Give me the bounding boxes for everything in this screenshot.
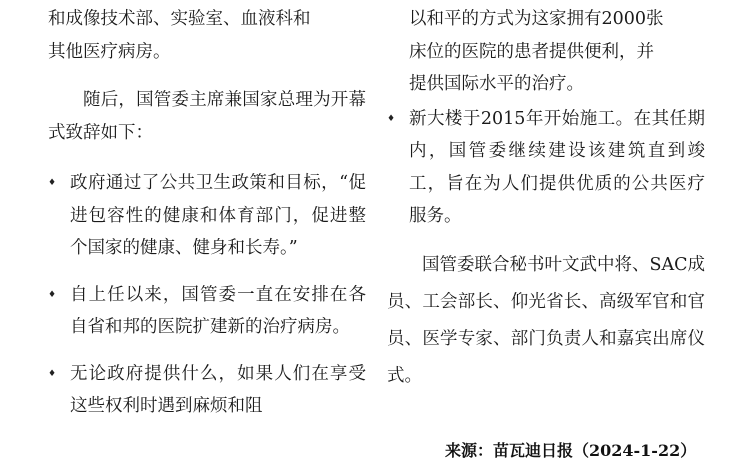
bullet-text: 政府通过了公共卫生政策和目标，“促进包容性的健康和体育部门，促进整个国家的健康、健身和长寿。” bbox=[70, 173, 366, 258]
paragraph-line: 其他医疗病房。 bbox=[48, 41, 171, 62]
bullet-text: 自上任以来，国管委一直在安排在各自省和邦的医院扩建新的治疗病房。 bbox=[70, 284, 366, 337]
bullet-text: 无论政府提供什么，如果人们在享受这些权利时遇到麻烦和阻 bbox=[70, 363, 366, 416]
right-column bbox=[387, 0, 705, 395]
bullet-icon: ♦ bbox=[48, 178, 57, 188]
bullet-icon: ♦ bbox=[48, 368, 57, 379]
left-column bbox=[48, 0, 366, 423]
bullet-item bbox=[387, 103, 705, 233]
bullet-text: 新大楼于2015年开始施工。在其任期内，国管委继续建设该建筑直到竣工，旨在为人们提供优质的公共医疗服务。 bbox=[409, 108, 705, 226]
continued-bullet bbox=[387, 3, 705, 101]
bullet-item bbox=[48, 279, 366, 344]
bullet-item bbox=[48, 358, 366, 423]
intro-paragraph: 随后，国管委主席兼国家总理为开幕式致辞如下： bbox=[48, 90, 366, 143]
bullet-item bbox=[48, 167, 366, 265]
paragraph-line: 和成像技术部、实验室、血液科和 bbox=[48, 9, 311, 29]
paragraph-line: 床位的医院的患者提供便利，并 bbox=[409, 41, 654, 62]
paragraph-line: 以和平的方式为这家拥有2000张 bbox=[409, 9, 664, 29]
paragraph-line: 提供国际水平的治疗。 bbox=[409, 74, 584, 94]
bullet-icon: ♦ bbox=[387, 113, 396, 124]
attendees-paragraph: 国管委联合秘书叶文武中将、SAC成员、工会部长、仰光省长、高级军官和官员、医学专家、部门负责人和嘉宾出席仪式。 bbox=[387, 254, 706, 386]
source-line: 来源：苗瓦迪日报（2024-1-22） bbox=[445, 441, 697, 460]
bullet-icon: ♦ bbox=[48, 289, 57, 300]
